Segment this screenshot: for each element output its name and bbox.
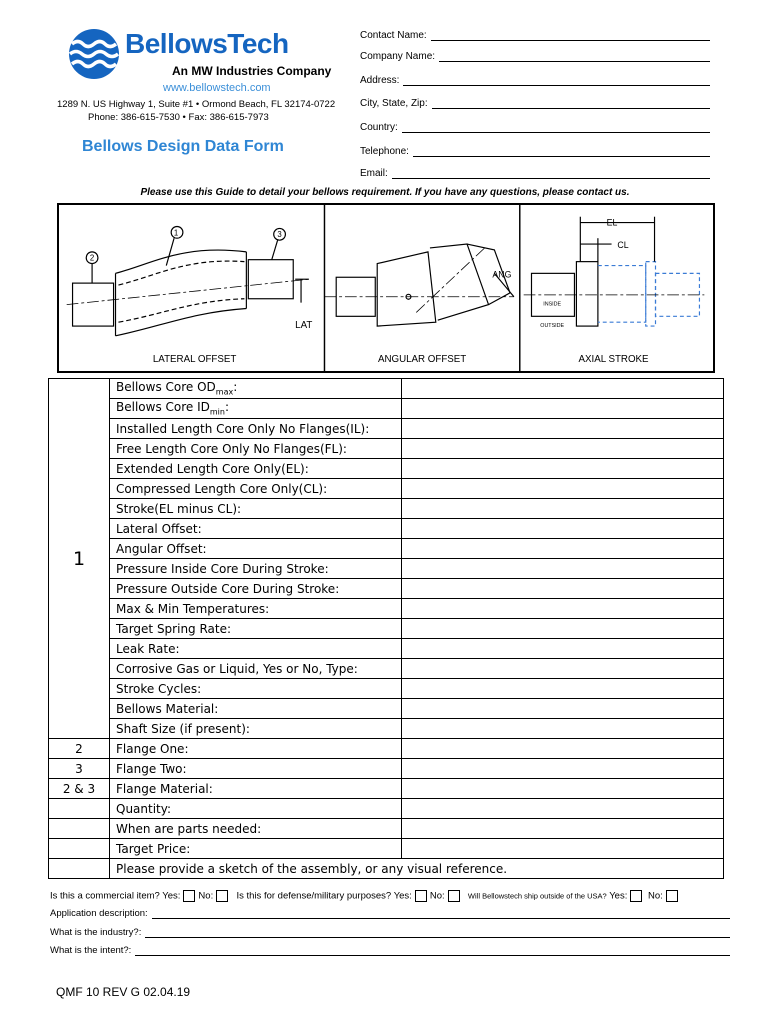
callout-1: 1 <box>173 228 179 238</box>
table-row <box>49 479 724 499</box>
angular-offset-drawing <box>324 244 513 326</box>
row-label: Quantity: <box>110 799 402 819</box>
row-label: Angular Offset: <box>110 539 402 559</box>
lat-label: LAT <box>295 320 313 332</box>
table-row <box>49 659 724 679</box>
field-label: Country: <box>360 122 398 133</box>
application-field[interactable] <box>50 908 730 919</box>
row-label: Leak Rate: <box>110 639 402 659</box>
table-row <box>49 539 724 559</box>
row-label: Bellows Material: <box>110 699 402 719</box>
row-label: Max & Min Temperatures: <box>110 599 402 619</box>
row-label: Corrosive Gas or Liquid, Yes or No, Type: <box>110 659 402 679</box>
row-label: Pressure Inside Core During Stroke: <box>110 559 402 579</box>
table-row <box>49 599 724 619</box>
row-value-input[interactable] <box>402 799 724 819</box>
table-row <box>49 579 724 599</box>
table-row <box>49 839 724 859</box>
field-label: What is the intent?: <box>50 945 132 956</box>
company-name-field[interactable] <box>360 51 710 62</box>
row-label-suffix: : <box>224 400 230 415</box>
row-label-suffix: : <box>233 380 238 395</box>
table-row <box>49 399 724 419</box>
row-label: Free Length Core Only No Flanges(FL): <box>110 439 402 459</box>
row-value-input[interactable] <box>402 819 724 839</box>
row-label-sub: max <box>215 387 234 397</box>
email-field[interactable] <box>360 168 710 179</box>
field-label: Application description: <box>50 908 148 919</box>
row-value-input[interactable] <box>402 399 724 419</box>
table-row <box>49 799 724 819</box>
q-ship: Will Bellowstech ship outside of the USA? <box>467 891 607 901</box>
table-row <box>49 559 724 579</box>
row-label: Target Price: <box>110 839 402 859</box>
row-value-input[interactable] <box>402 759 724 779</box>
no-label: No: <box>647 890 663 902</box>
group-number <box>49 859 110 879</box>
address-field[interactable] <box>360 75 710 86</box>
row-value-input[interactable] <box>402 419 724 439</box>
el-label: EL <box>606 217 618 228</box>
callout-3: 3 <box>277 230 282 240</box>
row-value-input[interactable] <box>402 499 724 519</box>
group-number <box>49 839 110 859</box>
row-value-input[interactable] <box>402 719 724 739</box>
row-label: Flange Material: <box>110 779 402 799</box>
row-value-input[interactable] <box>402 539 724 559</box>
table-row <box>49 719 724 739</box>
table-row <box>49 519 724 539</box>
row-value-input[interactable] <box>402 519 724 539</box>
row-label: Stroke(EL minus CL): <box>110 499 402 519</box>
row-label: Shaft Size (if present): <box>110 719 402 739</box>
table-row <box>49 619 724 639</box>
cl-label: CL <box>617 239 629 250</box>
row-value-input[interactable] <box>402 659 724 679</box>
website-link[interactable]: www.bellowstech.com <box>163 82 271 94</box>
intent-field[interactable] <box>50 945 730 956</box>
row-value-input[interactable] <box>402 439 724 459</box>
table-row <box>49 759 724 779</box>
ship-no-checkbox[interactable] <box>666 890 678 902</box>
defense-yes-checkbox[interactable] <box>415 890 427 902</box>
industry-field[interactable] <box>50 927 730 938</box>
field-label: City, State, Zip: <box>360 98 428 109</box>
row-value-input[interactable] <box>402 839 724 859</box>
group-number <box>49 799 110 819</box>
table-row <box>49 419 724 439</box>
field-label: Address: <box>360 75 400 86</box>
group-number: 2 <box>49 739 110 759</box>
telephone-field[interactable] <box>360 146 710 157</box>
yes-label: Yes: <box>162 890 181 902</box>
group-number: 3 <box>49 759 110 779</box>
row-value-input[interactable] <box>402 459 724 479</box>
row-label: Extended Length Core Only(EL): <box>110 459 402 479</box>
row-label-text: Bellows Core ID <box>116 400 210 415</box>
row-value-input[interactable] <box>402 559 724 579</box>
row-label: Target Spring Rate: <box>110 619 402 639</box>
yes-label: Yes: <box>393 890 412 902</box>
ang-label: ANG <box>492 269 512 280</box>
table-row <box>49 459 724 479</box>
table-row <box>49 679 724 699</box>
table-row <box>49 819 724 839</box>
row-label: Installed Length Core Only No Flanges(IL): <box>110 419 402 439</box>
row-label: Lateral Offset: <box>110 519 402 539</box>
row-label <box>110 399 402 419</box>
sub-company: An MW Industries Company <box>172 64 332 78</box>
table-row <box>49 699 724 719</box>
city-state-zip-field[interactable] <box>360 98 710 109</box>
defense-no-checkbox[interactable] <box>448 890 460 902</box>
bellowstech-logo-icon <box>66 28 122 80</box>
row-label-text: Bellows Core OD <box>116 380 216 395</box>
row-value-input[interactable] <box>402 379 724 399</box>
design-data-table <box>48 378 724 879</box>
lateral-offset-drawing <box>67 226 309 335</box>
yes-label: Yes: <box>609 890 628 902</box>
form-revision: QMF 10 REV G 02.04.19 <box>56 985 191 999</box>
commercial-no-checkbox[interactable] <box>216 890 228 902</box>
axial-stroke-drawing <box>524 217 705 326</box>
panel-label-lateral: LATERAL OFFSET <box>152 354 237 366</box>
section-number: 1 <box>49 379 110 739</box>
no-label: No: <box>198 890 214 902</box>
table-row <box>49 499 724 519</box>
table-row <box>49 859 724 879</box>
commercial-yes-checkbox[interactable] <box>183 890 195 902</box>
form-title: Bellows Design Data Form <box>82 138 284 155</box>
row-label: Stroke Cycles: <box>110 679 402 699</box>
company-address: 1289 N. US Highway 1, Suite #1 • Ormond Beach, FL 32174-0722 <box>57 99 336 110</box>
group-number <box>49 819 110 839</box>
row-label: Pressure Outside Core During Stroke: <box>110 579 402 599</box>
callout-2: 2 <box>89 253 95 263</box>
logo-wordmark: BellowsTech <box>125 28 289 59</box>
table-row <box>49 639 724 659</box>
row-label: Compressed Length Core Only(CL): <box>110 479 402 499</box>
bellows-diagram <box>57 203 715 373</box>
outside-label: OUTSIDE <box>540 323 565 330</box>
table-row <box>49 779 724 799</box>
q-defense: Is this for defense/military purposes? <box>236 890 392 902</box>
table-row <box>49 379 724 399</box>
yes-no-questions <box>50 890 730 902</box>
row-value-input[interactable] <box>402 639 724 659</box>
row-value-input[interactable] <box>402 739 724 759</box>
guide-text: Please use this Guide to detail your bellows requirement. If you have any questions, please contact us. <box>140 187 630 198</box>
row-value-input[interactable] <box>402 779 724 799</box>
row-value-input[interactable] <box>402 619 724 639</box>
row-value-input[interactable] <box>402 599 724 619</box>
row-label: Flange One: <box>110 739 402 759</box>
row-label: Flange Two: <box>110 759 402 779</box>
field-label: Company Name: <box>360 51 436 62</box>
no-label: No: <box>429 890 445 902</box>
group-number: 2 & 3 <box>49 779 110 799</box>
contact-name-field[interactable] <box>360 30 710 41</box>
field-label: Contact Name: <box>360 30 427 41</box>
field-label: Email: <box>360 168 388 179</box>
field-label: What is the industry?: <box>50 927 142 938</box>
row-value-input[interactable] <box>402 699 724 719</box>
row-label-sub: min <box>209 407 225 417</box>
panel-label-angular: ANGULAR OFFSET <box>377 354 467 366</box>
country-field[interactable] <box>360 122 710 133</box>
company-phone-fax: Phone: 386-615-7530 • Fax: 386-615-7973 <box>88 112 269 123</box>
row-value-input[interactable] <box>402 679 724 699</box>
sketch-request-row[interactable]: Please provide a sketch of the assembly, or any visual reference. <box>110 859 724 879</box>
row-value-input[interactable] <box>402 579 724 599</box>
table-row <box>49 439 724 459</box>
table-row <box>49 739 724 759</box>
row-label <box>110 379 402 399</box>
row-value-input[interactable] <box>402 479 724 499</box>
ship-yes-checkbox[interactable] <box>630 890 642 902</box>
row-label: When are parts needed: <box>110 819 402 839</box>
q-commercial: Is this a commercial item? <box>50 890 160 902</box>
inside-label: INSIDE <box>543 301 562 308</box>
panel-label-axial: AXIAL STROKE <box>578 354 649 366</box>
field-label: Telephone: <box>360 146 409 157</box>
